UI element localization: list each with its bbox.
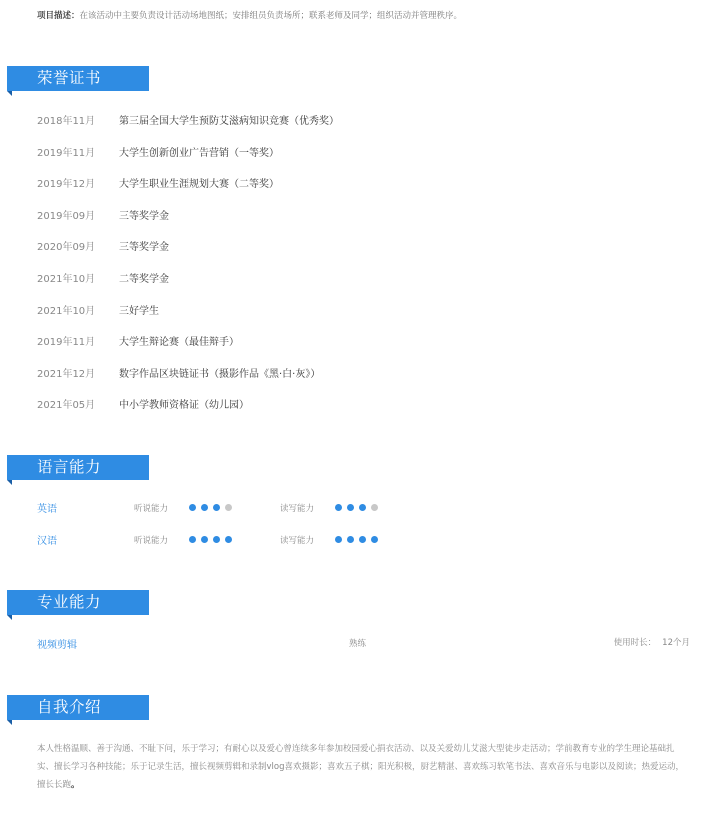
honor-date: 2019年09月 xyxy=(37,210,96,222)
listen-speak-label: 听说能力 xyxy=(134,536,169,546)
section-header-language xyxy=(7,455,149,480)
skill-rating xyxy=(335,503,383,511)
rating-dot-filled xyxy=(335,504,342,511)
professional-skill-duration xyxy=(614,636,690,648)
professional-skill-name: 视频剪辑 xyxy=(37,640,77,651)
duration-label: 使用时长： xyxy=(613,638,657,648)
section-title-honors: 荣誉证书 xyxy=(37,69,102,87)
project-description xyxy=(37,9,462,21)
section-header-professional xyxy=(7,590,149,615)
project-description-label: 项目描述： xyxy=(37,11,80,21)
honor-date: 2020年09月 xyxy=(37,242,96,254)
honor-name: 三好学生 xyxy=(119,305,159,317)
honor-date: 2018年11月 xyxy=(37,116,96,127)
honor-name: 大学生辩论赛（最佳辩手） xyxy=(119,337,239,349)
rating-dot-filled xyxy=(201,504,208,511)
rating-dot-filled xyxy=(335,536,342,543)
skill-rating xyxy=(335,535,383,543)
section-header-fold xyxy=(7,91,12,96)
self-introduction xyxy=(37,740,687,794)
language-row xyxy=(37,500,437,516)
duration-value: 12个月 xyxy=(662,638,690,648)
rating-dot-empty xyxy=(225,504,232,511)
intro-end: 。 xyxy=(71,780,80,790)
honor-name: 中小学教师资格证（幼儿园） xyxy=(119,400,249,412)
read-write-label: 读写能力 xyxy=(280,536,315,546)
rating-dot-filled xyxy=(201,536,208,543)
rating-dot-filled xyxy=(347,504,354,511)
project-description-text: 在该活动中主要负责设计活动场地图纸；安排组员负责场所；联系老师及同学；组织活动并管理秩序。 xyxy=(79,11,463,21)
language-row xyxy=(37,532,437,548)
skill-rating xyxy=(189,503,237,511)
honor-date: 2021年05月 xyxy=(37,400,96,412)
section-header-fold xyxy=(7,720,12,725)
section-title-intro: 自我介绍 xyxy=(37,698,102,716)
professional-skill-row xyxy=(37,636,692,652)
honor-date: 2019年11月 xyxy=(37,337,96,349)
listen-speak-label: 听说能力 xyxy=(134,504,169,514)
rating-dot-filled xyxy=(189,504,196,511)
rating-dot-filled xyxy=(371,536,378,543)
section-header-honors xyxy=(7,66,149,91)
rating-dot-filled xyxy=(213,536,220,543)
rating-dot-filled xyxy=(189,536,196,543)
section-header-fold xyxy=(7,615,12,620)
honor-name: 三等奖学金 xyxy=(119,242,169,254)
section-header-fold xyxy=(7,480,12,485)
honor-name: 数字作品区块链证书（摄影作品《黑·白·灰》） xyxy=(119,368,321,380)
honor-name: 二等奖学金 xyxy=(119,274,169,285)
honor-name: 第三届全国大学生预防艾滋病知识竞赛（优秀奖） xyxy=(119,116,339,127)
rating-dot-filled xyxy=(347,536,354,543)
section-header-intro xyxy=(7,695,149,720)
honor-name: 大学生创新创业广告营销（一等奖） xyxy=(119,147,279,159)
honor-date: 2019年11月 xyxy=(37,147,96,159)
rating-dot-filled xyxy=(359,536,366,543)
honor-date: 2021年10月 xyxy=(37,305,96,317)
intro-text: 本人性格温顺、善于沟通、不耻下问，乐于学习；有耐心以及爱心曾连续多年参加校园爱心捐衣活动、以及关爱幼儿艾滋大型徒步走活动；学前教育专业的学生理论基础扎实、擅长学习各种技能；乐于记录生活，擅长视频剪辑和录制vlog喜欢摄影；喜欢五子棋；阳光积极，厨艺精湛、喜欢练习软笔书法、喜欢音乐与电影以及阅读；热爱运动，擅长长跑 xyxy=(37,744,684,790)
language-name: 汉语 xyxy=(37,536,57,547)
rating-dot-empty xyxy=(371,504,378,511)
rating-dot-filled xyxy=(225,536,232,543)
honor-name: 大学生职业生涯规划大赛（二等奖） xyxy=(119,179,279,191)
rating-dot-filled xyxy=(359,504,366,511)
honor-date: 2021年12月 xyxy=(37,368,96,380)
professional-skill-level: 熟练 xyxy=(349,639,367,649)
language-name: 英语 xyxy=(37,504,57,515)
honor-name: 三等奖学金 xyxy=(119,210,169,222)
honor-date: 2021年10月 xyxy=(37,274,96,285)
section-title-language: 语言能力 xyxy=(37,458,102,476)
section-title-professional: 专业能力 xyxy=(37,593,102,611)
skill-rating xyxy=(189,535,237,543)
honor-date: 2019年12月 xyxy=(37,179,96,191)
rating-dot-filled xyxy=(213,504,220,511)
read-write-label: 读写能力 xyxy=(280,504,315,514)
